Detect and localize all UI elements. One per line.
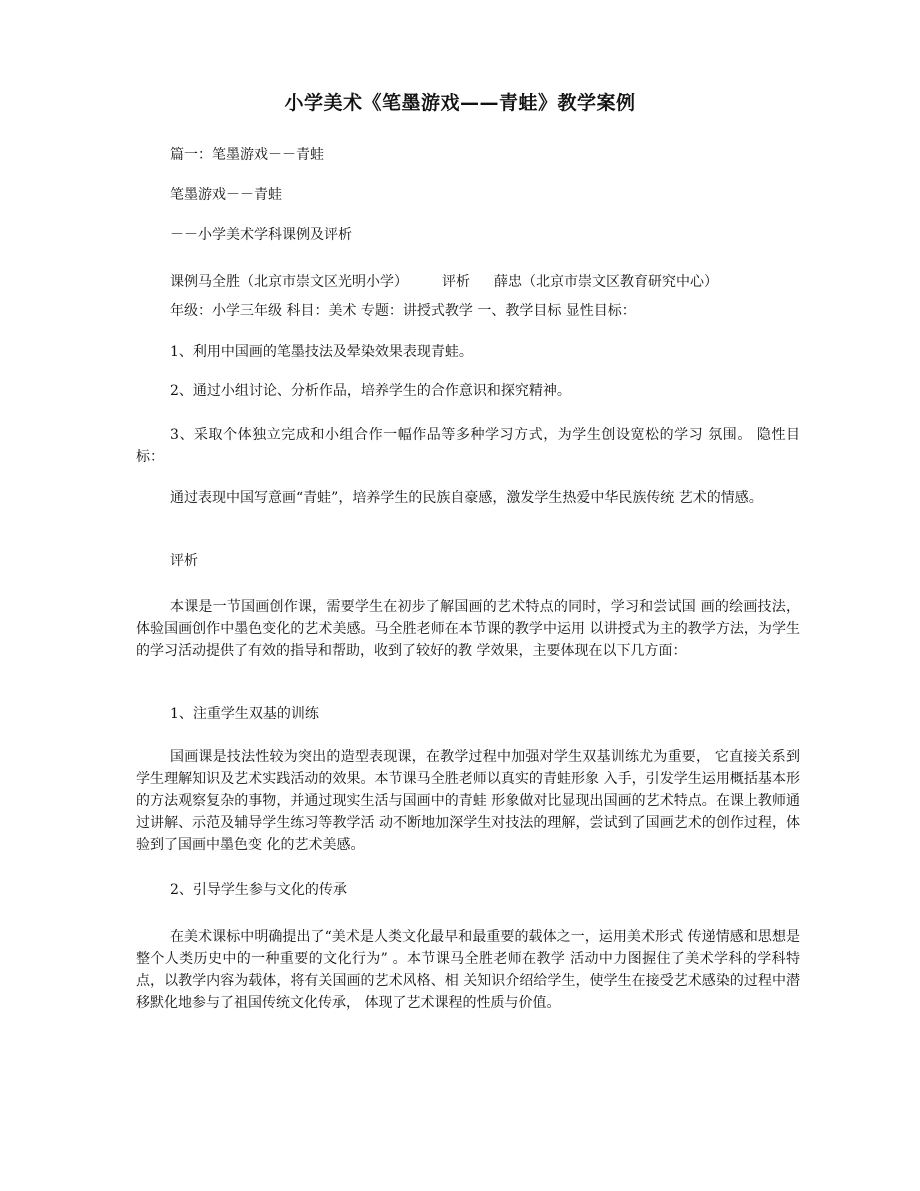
goal-3: 3、采取个体独立完成和小组合作一幅作品等多种学习方式，为学生创设宽松的学习 氛围。 隐性目标： (136, 427, 800, 465)
point-2-body: 在美术课标中明确提出了“美术是人类文化最早和最重要的载体之一，运用美术形式 传递情感和思想是整个人类历史中的一种重要的文化行为” 。本节课马全胜老师在教学 活动中力图握住了美术学科的学科特点，以教学内容为载体，将有关国画的艺术风格、相 关知识介绍给学生，使学生在接受艺术感染的过程中潜移默化地参与了祖国传统文化传承， 体现了艺术课程的性质与价值。 (136, 929, 800, 1011)
hidden-goal: 通过表现中国写意画“青蛙”，培养学生的民族自豪感，激发学生热爱中华民族传统 艺术的情感。 (170, 490, 763, 506)
review-intro: 本课是一节国画创作课，需要学生在初步了解国画的艺术特点的同时，学习和尝试国 画的绘画技法，体验国画创作中墨色变化的艺术美感。马全胜老师在本节课的教学中运用 以讲授式为主的教学方法，为学生的学习活动提供了有效的指导和帮助，收到了较好的教 学效果，主要体现在以下几方面： (136, 599, 800, 659)
page-title: 小学美术《笔墨游戏——青蛙》教学案例 (284, 92, 636, 114)
point-1-body: 国画课是技法性较为突出的造型表现课，在教学过程中加强对学生双基训练尤为重要， 它直接关系到学生理解知识及艺术实践活动的效果。本节课马全胜老师以真实的青蛙形象 入手，引发学生运用概括基本形的方法观察复杂的事物，并通过现实生活与国画中的青蛙 形象做对比显现出国画的艺术特点。在课上教师通过讲解、示范及辅导学生练习等教学活 动不断地加深学生对技法的理解，尝试到了国画艺术的创作过程，体验到了国画中墨色变 化的艺术美感。 (136, 749, 800, 853)
case-author: 课例马全胜（北京市崇文区光明小学） (170, 274, 408, 290)
point-2-heading: 2、引导学生参与文化的传承 (170, 882, 347, 898)
author-line (170, 272, 718, 292)
goal-1: 1、利用中国画的笔墨技法及晕染效果表现青蛙。 (170, 344, 473, 360)
subtitle: 笔墨游戏－－青蛙 (170, 187, 282, 203)
section-heading: 篇一：笔墨游戏－－青蛙 (170, 147, 324, 163)
subtitle-2: －－小学美术学科课例及评析 (170, 227, 352, 243)
review-label: 评析 (442, 274, 470, 290)
review-heading: 评析 (170, 553, 198, 569)
point-1-heading: 1、注重学生双基的训练 (170, 706, 319, 722)
goal-2: 2、通过小组讨论、分析作品，培养学生的合作意识和探究精神。 (170, 383, 571, 399)
reviewer: 薛忠（北京市崇文区教育研究中心） (494, 274, 718, 290)
info-line: 年级：小学三年级 科目：美术 专题：讲授式教学 一、教学目标 显性目标： (170, 303, 636, 319)
